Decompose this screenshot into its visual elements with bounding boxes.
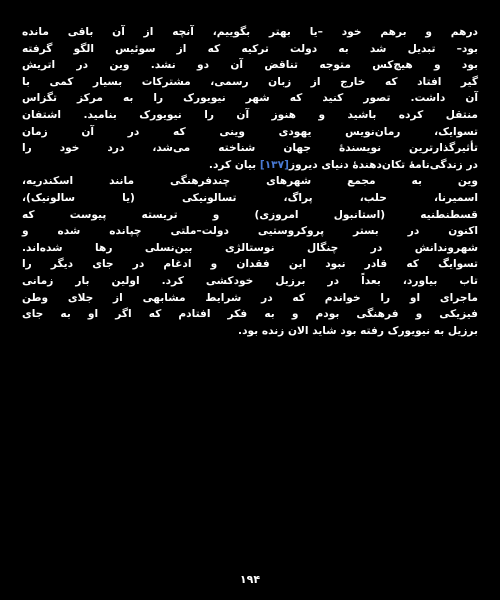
text-line: وین به مجمع شهرهای چندفرهنگی مانند اسکندریه، [22,175,478,188]
paragraph [22,24,478,339]
footnote-link[interactable]: [۱۳۷] [259,158,289,171]
page-number: ۱۹۴ [239,573,261,586]
text-line: برزیل به نیویورک رفته بود شاید الان زنده بود. [238,324,478,337]
text-segment: بیان کرد. [208,158,260,171]
text-line: فیزیکی و فرهنگی بودم و به فکر افتادم که اگر او به جای [22,308,478,321]
text-line: اسمیرنا، حلب، پراگ، تسالونیکی (یا سالونیک)، [22,191,478,204]
text-line: منتقل کرده باشید و هنوز آن را نیویورک بنامید. اشتفان [22,108,478,121]
text-line: تسوایک، رمان‌نویس یهودی وینی که در آن زمان [22,125,478,138]
text-line: قسطنطنیه (استانبول امروزی) و تریسته پیوست که [22,208,478,221]
text-line: بود– تبدیل شد به دولت ترکیه که از سوئیس الگو گرفته [22,42,478,55]
text-line-with-footnote [22,157,478,174]
text-line: اکنون در بستر پروکروستیی دولت–ملتی چپانده شده و [22,225,478,238]
text-line: گیر افتاد که خارج از زبان رسمی، مشترکات بسیار کمی با [22,75,478,88]
text-line: تاب بیاورد، بعداً در برزیل خودکشی کرد. اولین بار زمانی [22,274,478,287]
text-line: آن داشت. تصور کنید که شهر نیویورک را به مرکز تگزاس [22,92,478,105]
body-text [22,24,478,339]
text-line: ماجرای او را خواندم که در شرایط مشابهی از جلای وطن [22,291,478,304]
text-segment: در زندگی‌نامهٔ تکان‌دهندهٔ دنیای دیروز [288,158,478,171]
text-line: تأثیرگذارترین نویسندهٔ جهان شناخته می‌شد، درد خود را [22,142,478,155]
text-line: بود و هیچ‌کس متوجه تناقض آن دو نشد. وین در اتریش [22,59,478,72]
text-line: تسوایگ که قادر نبود این فقدان و ادغام در جای دیگر را [22,258,478,271]
text-line: درهم و برهم خود –یا بهتر بگوییم، آنچه از آن باقی مانده [22,26,478,38]
text-line: شهروندانش در چنگال نوستالژی بین‌نسلی رها شده‌اند. [22,241,478,254]
